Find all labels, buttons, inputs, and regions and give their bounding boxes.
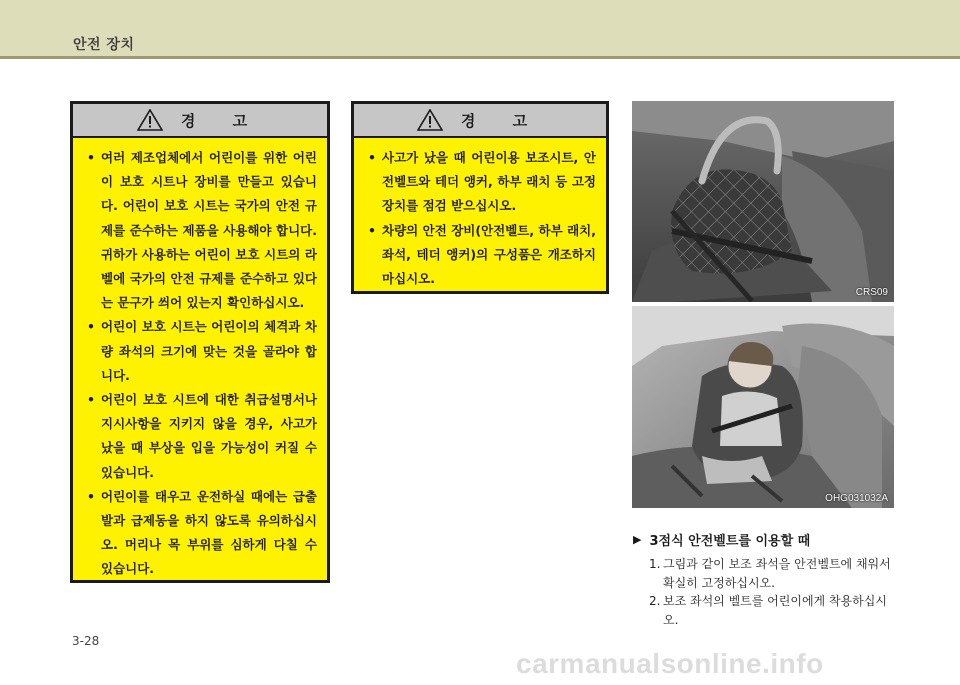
photo-label: OHG031032A [825, 493, 888, 504]
triangle-right-icon: ▶ [633, 533, 642, 546]
warning-box-right [351, 101, 609, 294]
warning-title: 경 고 [460, 111, 544, 130]
page-header [0, 0, 960, 56]
steps-list [633, 555, 895, 629]
step-text: 보조 좌석의 벨트를 어린이에게 착용하십시오. [663, 594, 887, 627]
step-item [633, 555, 895, 592]
warning-item: • 어린이 보호 시트에 대한 취급설명서나 지시사항을 지키지 않을 경우, 사고가 났을 때 부상을 입을 가능성이 커질 수 있습니다. [85, 388, 317, 485]
child-seat-photo [632, 306, 894, 508]
warning-title: 경 고 [180, 111, 264, 130]
warning-list [73, 138, 327, 582]
page-number: 3-28 [72, 634, 100, 648]
watermark: carmanualsonline.info [516, 648, 824, 679]
warning-item: • 어린이를 태우고 운전하실 때에는 급출발과 급제동을 하지 않도록 유의하십시오. 머리나 목 부위를 심하게 다칠 수 있습니다. [85, 485, 317, 582]
warning-header [354, 104, 606, 138]
instruction-section [633, 530, 895, 629]
infant-seat-illustration [632, 101, 894, 302]
section-header-title: 안전 장치 [73, 37, 135, 53]
photo-label: CRS09 [855, 287, 888, 298]
step-number: 2. [649, 594, 661, 608]
infant-seat-photo [632, 101, 894, 302]
step-item [633, 592, 895, 629]
child-seat-illustration [632, 306, 894, 508]
header-divider [0, 56, 960, 59]
warning-item: • 여러 제조업체에서 어린이를 위한 어린이 보호 시트나 장비를 만들고 있습니다. 어린이 보호 시트는 국가의 안전 규제를 준수하는 제품을 사용해야 합니다. 귀하가 사용하는 어린이 보호 시트의 라벨에 국가의 안전 규제를 준수하고 있다는 문구가 씌어 있는지 확인하십시오. [85, 146, 317, 315]
warning-triangle-icon [137, 109, 163, 131]
warning-item: • 어린이 보호 시트는 어린이의 체격과 차량 좌석의 크기에 맞는 것을 골라야 합니다. [85, 315, 317, 388]
warning-triangle-icon [417, 109, 443, 131]
warning-list [354, 138, 606, 291]
warning-item: • 사고가 났을 때 어린이용 보조시트, 안전벨트와 테더 앵커, 하부 래치 등 고정장치를 점검 받으십시오. [366, 146, 596, 219]
step-text: 그림과 같이 보조 좌석을 안전벨트에 채워서 확실히 고정하십시오. [663, 557, 891, 590]
warning-header [73, 104, 327, 138]
step-number: 1. [649, 557, 661, 571]
warning-item: • 차량의 안전 장비(안전벨트, 하부 래치, 좌석, 테더 앵커)의 구성품은 개조하지 마십시오. [366, 219, 596, 292]
section-title [633, 530, 895, 549]
section-title-text: 3점식 안전벨트를 이용할 때 [649, 534, 811, 549]
warning-box-left [70, 101, 330, 583]
